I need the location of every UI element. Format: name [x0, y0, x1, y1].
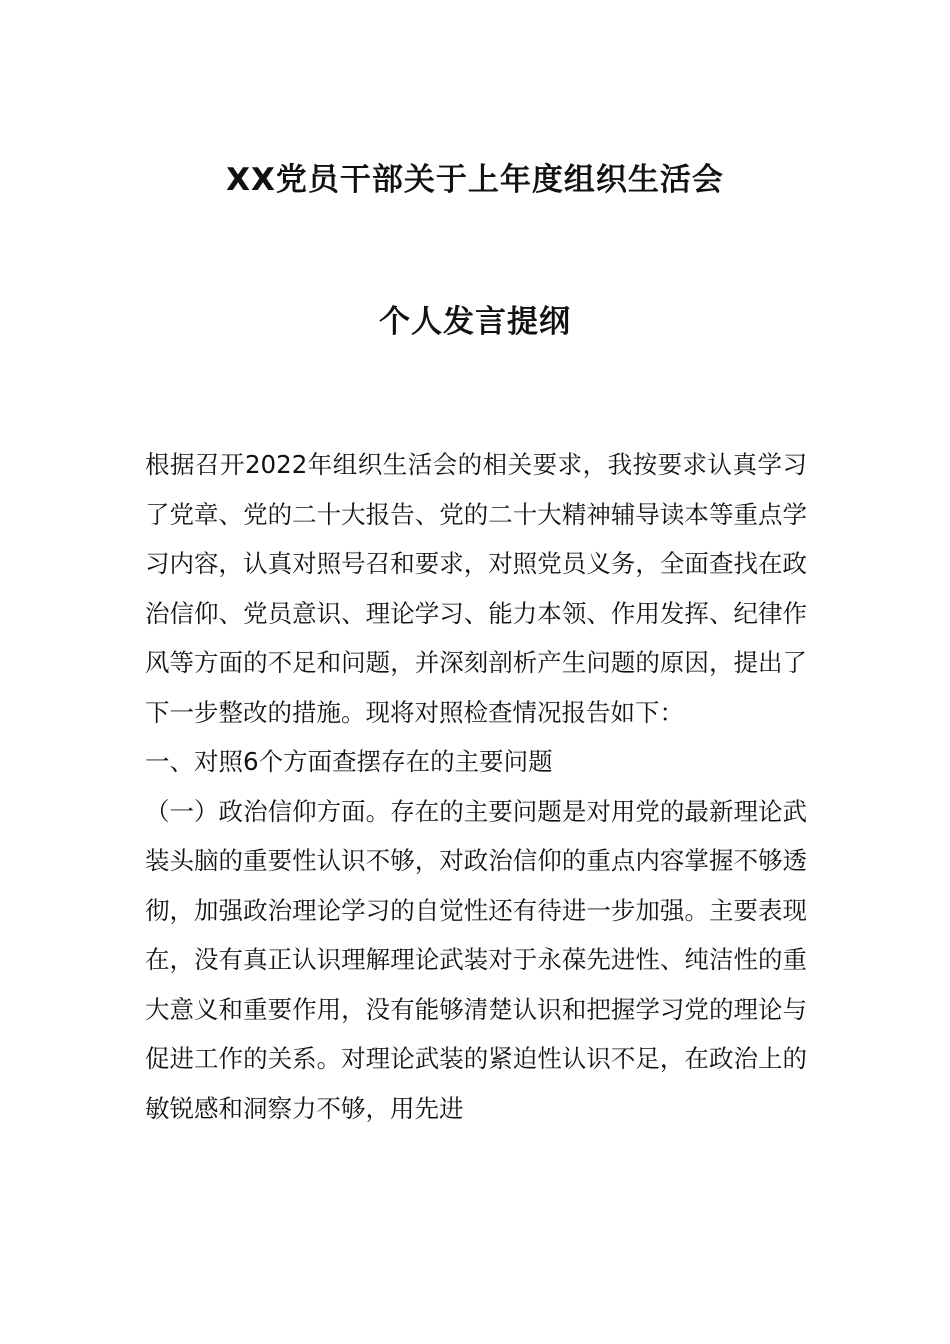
document-subtitle: 个人发言提纲: [379, 304, 571, 340]
document-title: XX党员干部关于上年度组织生活会: [226, 162, 724, 198]
document-body: [145, 440, 807, 1133]
intro-paragraph: 根据召开2022年组织生活会的相关要求，我按要求认真学习了党章、党的二十大报告、党的二十大精神辅导读本等重点学习内容，认真对照号召和要求，对照党员义务，全面查找在政治信仰、党员意识、理论学习、能力本领、作用发挥、纪律作风等方面的不足和问题，并深刻剖析产生问题的原因，提出了下一步整改的措施。现将对照检查情况报告如下：: [145, 450, 807, 727]
section-heading: 一、对照6个方面查摆存在的主要问题: [145, 747, 553, 776]
subsection-paragraph: （一）政治信仰方面。存在的主要问题是对用党的最新理论武装头脑的重要性认识不够，对政治信仰的重点内容掌握不够透彻，加强政治理论学习的自觉性还有待进一步加强。主要表现在，没有真正认识理解理论武装对于永葆先进性、纯洁性的重大意义和重要作用，没有能够清楚认识和把握学习党的理论与促进工作的关系。对理论武装的紧迫性认识不足，在政治上的敏锐感和洞察力不够，用先进: [145, 796, 807, 1123]
